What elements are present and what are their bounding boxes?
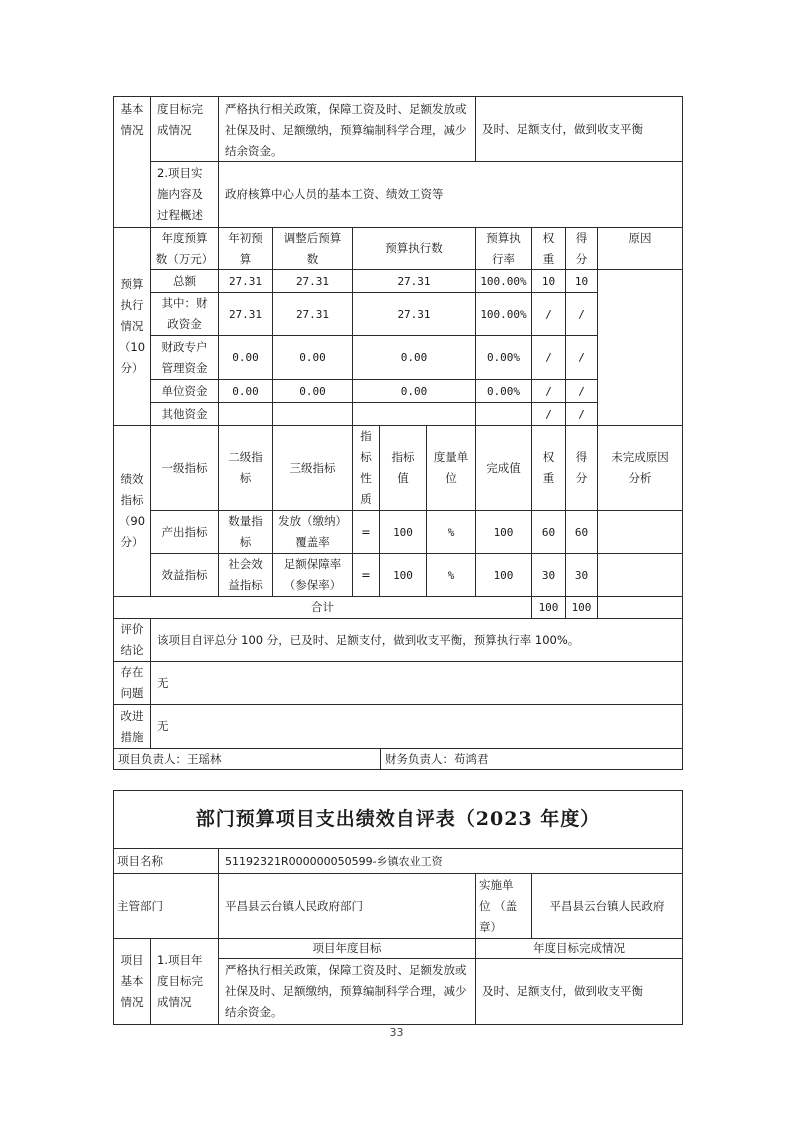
- performance-section-label: 绩效 指标 （90 分）: [113, 425, 151, 597]
- measures-label: 改进 措施: [113, 704, 151, 749]
- perf-cell-done: 100: [475, 510, 532, 554]
- perf-cell-score: 30: [565, 553, 598, 597]
- budget-cell-weight: /: [531, 379, 566, 403]
- budget-cell-executed: 27.31: [352, 292, 476, 336]
- budget-cell-score: /: [565, 402, 598, 426]
- budget-cell-score: /: [565, 379, 598, 403]
- budget-cell-initial: 0.00: [218, 379, 273, 403]
- conclusion-label: 评价 结论: [113, 618, 151, 662]
- dept-label: 主管部门: [113, 873, 219, 939]
- perf-cell-level2: 社会效 益指标: [218, 553, 273, 597]
- budget-cell-rate: 100.00%: [475, 269, 532, 293]
- project-name-label: 项目名称: [113, 848, 219, 874]
- goal-text-2: 严格执行相关政策，保障工资及时、足额发放或社保及时、足额缴纳，预算编制科学合理，减少结余资金。: [218, 958, 476, 1025]
- budget-cell-adjusted: [272, 402, 353, 426]
- perf-header: 得 分: [565, 425, 598, 511]
- perf-header: 一级指标: [150, 425, 219, 511]
- perf-header: 度量单 位: [426, 425, 476, 511]
- basic-section-label: 基本 情况: [113, 96, 151, 228]
- project-name: 51192321R000000050599-乡镇农业工资: [218, 848, 683, 874]
- total-reason-cell: [597, 596, 683, 619]
- total-score: 100: [565, 596, 598, 619]
- basic-section-label-2: 项目 基本 情况: [113, 938, 151, 1025]
- budget-cell-adjusted: 27.31: [272, 292, 353, 336]
- goal-header: 项目年度目标: [218, 938, 476, 959]
- dept-value: 平昌县云台镇人民政府部门: [218, 873, 476, 939]
- budget-header: 预算执行数: [352, 227, 476, 270]
- project-lead: 项目负责人：王瑶林: [113, 748, 381, 770]
- budget-cell-executed: 0.00: [352, 379, 476, 403]
- budget-cell-executed: [352, 402, 476, 426]
- budget-header: 调整后预算 数: [272, 227, 353, 270]
- budget-cell-name: 总额: [150, 269, 219, 293]
- budget-header: 年初预 算: [218, 227, 273, 270]
- budget-cell-rate: 100.00%: [475, 292, 532, 336]
- perf-header: 完成值: [475, 425, 532, 511]
- budget-reason-cell: [597, 269, 683, 426]
- conclusion-text: 该项目自评总分 100 分，已及时、足额支付，做到收支平衡，预算执行率 100%。: [150, 618, 683, 662]
- budget-cell-initial: [218, 402, 273, 426]
- budget-cell-initial: 27.31: [218, 269, 273, 293]
- perf-cell-weight: 30: [531, 553, 566, 597]
- budget-header: 权 重: [531, 227, 566, 270]
- perf-header: 二级指 标: [218, 425, 273, 511]
- budget-cell-weight: /: [531, 335, 566, 380]
- perf-cell-level2: 数量指 标: [218, 510, 273, 554]
- perf-cell-score: 60: [565, 510, 598, 554]
- goal-result-2: 及时、足额支付，做到收支平衡: [475, 958, 683, 1025]
- goal-result: 及时、足额支付，做到收支平衡: [475, 96, 683, 162]
- budget-cell-score: 10: [565, 269, 598, 293]
- budget-cell-executed: 27.31: [352, 269, 476, 293]
- budget-cell-initial: 0.00: [218, 335, 273, 380]
- goal-label-2: 1.项目年 度目标完 成情况: [150, 938, 219, 1025]
- perf-cell-reason: [597, 553, 683, 597]
- perf-cell-value: 100: [379, 510, 427, 554]
- budget-cell-name: 其他资金: [150, 402, 219, 426]
- budget-cell-score: /: [565, 335, 598, 380]
- perf-header: 指标 值: [379, 425, 427, 511]
- budget-header: 得 分: [565, 227, 598, 270]
- budget-section-label: 预算 执行 情况 （10 分）: [113, 227, 151, 426]
- budget-cell-adjusted: 0.00: [272, 379, 353, 403]
- budget-cell-initial: 27.31: [218, 292, 273, 336]
- budget-cell-weight: /: [531, 402, 566, 426]
- budget-cell-weight: /: [531, 292, 566, 336]
- budget-header: 预算执 行率: [475, 227, 532, 270]
- budget-cell-name: 其中：财 政资金: [150, 292, 219, 336]
- impl-text: 政府核算中心人员的基本工资、绩效工资等: [218, 161, 683, 228]
- perf-cell-level3: 发放（缴纳） 覆盖率: [272, 510, 353, 554]
- problems-label: 存在 问题: [113, 661, 151, 705]
- perf-cell-level1: 产出指标: [150, 510, 219, 554]
- perf-header: 三级指标: [272, 425, 353, 511]
- total-label: 合计: [113, 596, 532, 619]
- total-weight: 100: [531, 596, 566, 619]
- budget-cell-name: 单位资金: [150, 379, 219, 403]
- goal-label: 度目标完 成情况: [150, 96, 219, 162]
- perf-cell-level3: 足额保障率 （参保率）: [272, 553, 353, 597]
- form-title: 部门预算项目支出绩效自评表（2023 年度）: [113, 790, 683, 849]
- perf-cell-reason: [597, 510, 683, 554]
- budget-cell-name: 财政专户 管理资金: [150, 335, 219, 380]
- budget-cell-adjusted: 0.00: [272, 335, 353, 380]
- goal-text: 严格执行相关政策，保障工资及时、足额发放或社保及时、足额缴纳，预算编制科学合理，减少结余资金。: [218, 96, 476, 162]
- perf-cell-nature: =: [352, 510, 380, 554]
- budget-cell-rate: 0.00%: [475, 335, 532, 380]
- perf-cell-nature: =: [352, 553, 380, 597]
- budget-header: 年度预算 数（万元）: [150, 227, 219, 270]
- perf-cell-unit: %: [426, 553, 476, 597]
- perf-header: 指 标 性 质: [352, 425, 380, 511]
- unit-label: 实施单 位 （盖 章）: [475, 873, 532, 939]
- perf-cell-value: 100: [379, 553, 427, 597]
- finance-lead: 财务负责人：苟鸿君: [380, 748, 683, 770]
- budget-cell-rate: 0.00%: [475, 379, 532, 403]
- budget-cell-adjusted: 27.31: [272, 269, 353, 293]
- measures-text: 无: [150, 704, 683, 749]
- budget-cell-executed: 0.00: [352, 335, 476, 380]
- problems-text: 无: [150, 661, 683, 705]
- budget-cell-rate: [475, 402, 532, 426]
- unit-value: 平昌县云台镇人民政府: [531, 873, 683, 939]
- budget-cell-weight: 10: [531, 269, 566, 293]
- perf-cell-done: 100: [475, 553, 532, 597]
- perf-cell-unit: %: [426, 510, 476, 554]
- impl-label: 2.项目实 施内容及 过程概述: [150, 161, 219, 228]
- perf-cell-weight: 60: [531, 510, 566, 554]
- perf-cell-level1: 效益指标: [150, 553, 219, 597]
- perf-header: 未完成原因 分析: [597, 425, 683, 511]
- result-header: 年度目标完成情况: [475, 938, 683, 959]
- perf-header: 权 重: [531, 425, 566, 511]
- page-number: 33: [389, 1026, 404, 1039]
- budget-header: 原因: [597, 227, 683, 270]
- budget-cell-score: /: [565, 292, 598, 336]
